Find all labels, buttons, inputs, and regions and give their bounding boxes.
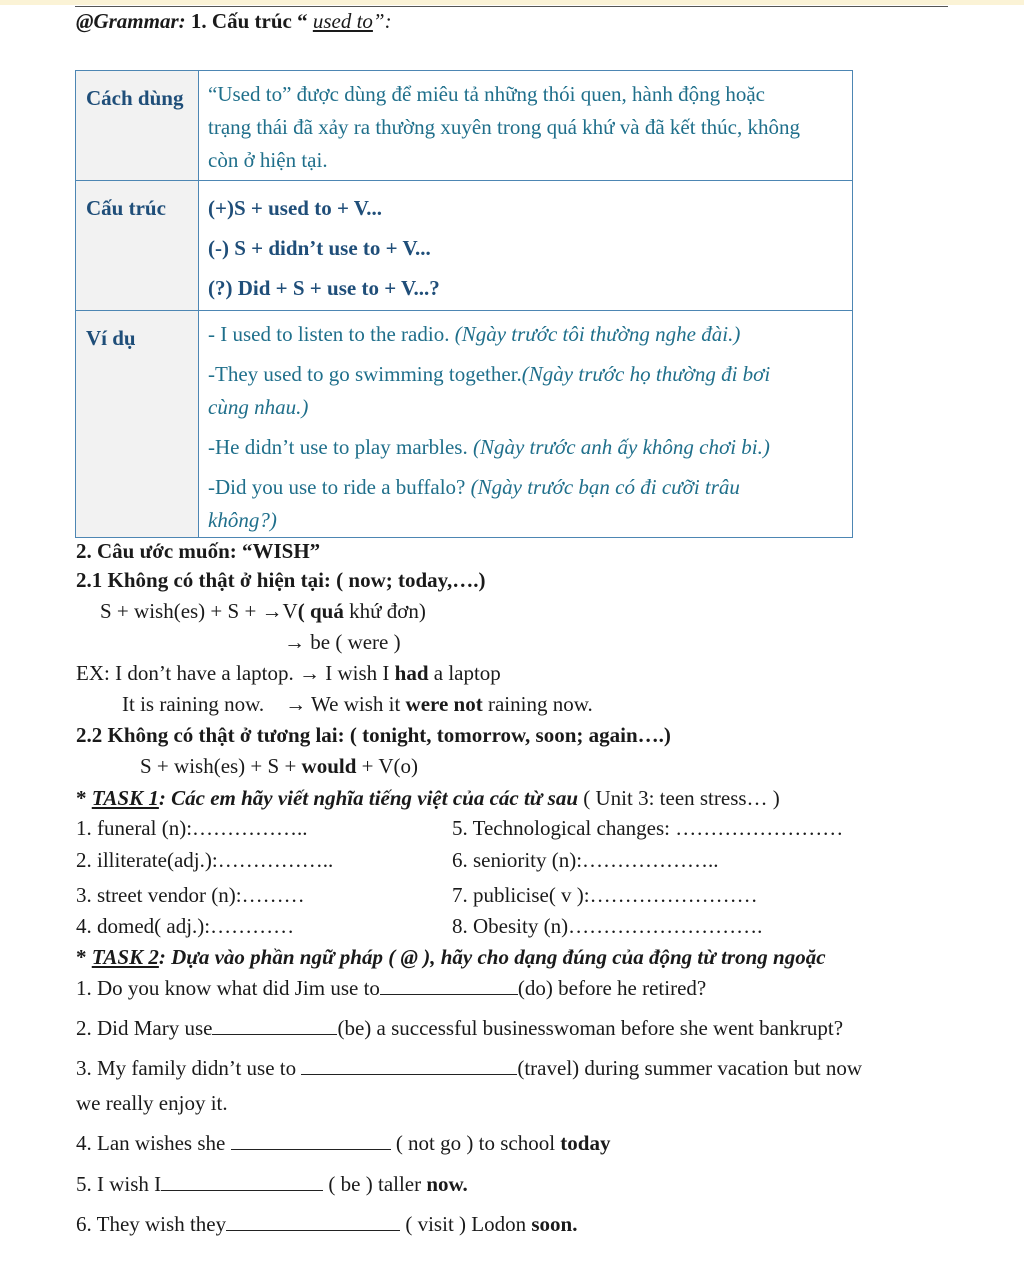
ex-part: were not bbox=[405, 692, 483, 716]
question-text: ( be ) taller bbox=[323, 1172, 427, 1196]
example-vi: (Ngày trước anh ấy không chơi bi.) bbox=[472, 435, 770, 459]
question-text: (do) before he retired? bbox=[517, 976, 707, 1000]
question-5 bbox=[76, 1171, 468, 1197]
question-text: ( not go ) to school bbox=[390, 1131, 561, 1155]
question-1 bbox=[76, 975, 706, 1001]
vocab-item: 5. Technological changes: …………………… bbox=[452, 816, 844, 840]
structure-content bbox=[199, 181, 853, 311]
example-vi: cùng nhau.) bbox=[208, 395, 309, 419]
question-text: 3. My family didn’t use to bbox=[76, 1056, 302, 1080]
answer-blank[interactable] bbox=[161, 1172, 323, 1191]
task-star: * bbox=[76, 786, 92, 810]
question-4 bbox=[76, 1130, 610, 1156]
ex-part: a laptop bbox=[428, 661, 501, 685]
section-2-2-title: 2.2 Không có thật ở tương lai: ( tonight, tomorrow, soon; again….) bbox=[76, 723, 671, 747]
formula-part: ( quá bbox=[297, 599, 350, 623]
usage-row bbox=[76, 71, 853, 181]
task2-heading bbox=[76, 944, 826, 970]
heading-text: 1. Cấu trúc “ bbox=[185, 9, 313, 33]
example-2 bbox=[122, 691, 593, 717]
structure-line: (?) Did + S + use to + V...? bbox=[208, 276, 440, 300]
question-3 bbox=[76, 1055, 862, 1081]
vocab-item: 7. publicise( v ):…………………… bbox=[452, 883, 758, 907]
section-2-1-title: 2.1 Không có thật ở hiện tại: ( now; today,….) bbox=[76, 568, 486, 592]
answer-blank[interactable] bbox=[231, 1131, 391, 1150]
structure-line: (+)S + used to + V... bbox=[208, 196, 382, 220]
example-content bbox=[199, 311, 853, 538]
question-6 bbox=[76, 1211, 577, 1237]
grammar-tag: @Grammar: bbox=[76, 9, 186, 33]
ex-part: had bbox=[394, 661, 429, 685]
vocab-item: 1. funeral (n):…………….. bbox=[76, 816, 308, 840]
vocab-item: 8. Obesity (n)………………………. bbox=[452, 914, 763, 938]
example-label: Ví dụ bbox=[76, 311, 199, 538]
grammar-table bbox=[75, 70, 853, 538]
question-text: 5. I wish I bbox=[76, 1172, 162, 1196]
question-2 bbox=[76, 1015, 843, 1041]
example-vi: (Ngày trước tôi thường nghe đài.) bbox=[454, 322, 741, 346]
structure-row bbox=[76, 181, 853, 311]
top-highlight-bar bbox=[0, 0, 1024, 5]
example-row bbox=[76, 311, 853, 538]
example-vi: không?) bbox=[208, 508, 277, 532]
question-text: 4. Lan wishes she bbox=[76, 1131, 231, 1155]
structure-label: Cấu trúc bbox=[76, 181, 199, 311]
question-text: ( visit ) Lodon bbox=[400, 1212, 532, 1236]
example-1 bbox=[76, 660, 501, 686]
usage-line: trạng thái đã xảy ra thường xuyên trong quá khứ và đã kết thúc, không bbox=[208, 115, 800, 139]
vocab-item: 6. seniority (n):……………….. bbox=[452, 848, 719, 872]
heading-suffix: ”: bbox=[372, 9, 392, 33]
answer-blank[interactable] bbox=[301, 1056, 517, 1075]
answer-blank[interactable] bbox=[380, 976, 518, 995]
example-line bbox=[208, 318, 846, 351]
wish-title: 2. Câu ước muốn: “WISH” bbox=[76, 539, 321, 563]
formula-part: S + wish(es) + S + bbox=[140, 754, 302, 778]
question-text: 1. Do you know what did Jim use to bbox=[76, 976, 380, 1000]
vocab-item: 4. domed( adj.):………… bbox=[76, 914, 295, 938]
example-line bbox=[208, 391, 846, 424]
example-line bbox=[208, 358, 846, 391]
question-keyword: now. bbox=[426, 1172, 468, 1196]
formula-part: khứ đơn) bbox=[349, 599, 426, 623]
task1-instruction: : Các em hãy viết nghĩa tiếng việt của các từ sau bbox=[158, 786, 578, 810]
task1-note: ( Unit 3: teen stress… ) bbox=[578, 786, 780, 810]
top-rule bbox=[75, 6, 948, 7]
formula-part: S + wish(es) + S + →V bbox=[100, 599, 298, 623]
formula-part: + V(o) bbox=[356, 754, 419, 778]
example-line bbox=[208, 431, 846, 464]
example-en: - I used to listen to the radio. bbox=[208, 322, 455, 346]
vocab-item: 2. illiterate(adj.):…………….. bbox=[76, 848, 334, 872]
vocab-item: 3. street vendor (n):……… bbox=[76, 883, 305, 907]
question-text: 2. Did Mary use bbox=[76, 1016, 213, 1040]
usage-line: còn ở hiện tại. bbox=[208, 148, 328, 172]
example-vi: (Ngày trước họ thường đi bơi bbox=[521, 362, 771, 386]
example-en: -He didn’t use to play marbles. bbox=[208, 435, 473, 459]
usage-label: Cách dùng bbox=[76, 71, 199, 181]
grammar-heading bbox=[76, 8, 392, 34]
task2-label: TASK 2 bbox=[91, 945, 159, 969]
example-line bbox=[208, 504, 846, 537]
answer-blank[interactable] bbox=[226, 1212, 400, 1231]
answer-blank[interactable] bbox=[212, 1016, 337, 1035]
ex-part: raining now. bbox=[482, 692, 593, 716]
question-text: (be) a successful businesswoman before she went bankrupt? bbox=[337, 1016, 844, 1040]
task1-heading bbox=[76, 785, 780, 811]
question-keyword: soon. bbox=[531, 1212, 578, 1236]
task1-label: TASK 1 bbox=[91, 786, 159, 810]
question-keyword: today bbox=[560, 1131, 611, 1155]
usage-line: “Used to” được dùng để miêu tả những thói quen, hành động hoặc bbox=[208, 82, 765, 106]
ex-part: EX: I don’t have a laptop. → I wish I bbox=[76, 661, 395, 685]
ex-part: It is raining now. → We wish it bbox=[122, 692, 406, 716]
example-en: -Did you use to ride a buffalo? bbox=[208, 475, 471, 499]
formula-part: would bbox=[301, 754, 357, 778]
example-en: -They used to go swimming together. bbox=[208, 362, 522, 386]
question-3-continued: we really enjoy it. bbox=[76, 1091, 228, 1115]
usage-content bbox=[199, 71, 853, 181]
example-line bbox=[208, 471, 846, 504]
task2-instruction: : Dựa vào phần ngữ pháp ( @ ), hãy cho dạng đúng của động từ trong ngoặc bbox=[158, 945, 826, 969]
formula-be: → be ( were ) bbox=[284, 630, 401, 654]
structure-line: (-) S + didn’t use to + V... bbox=[208, 236, 431, 260]
task-star: * bbox=[76, 945, 92, 969]
section-2-2-formula bbox=[140, 753, 418, 779]
heading-used-to: used to bbox=[312, 9, 373, 33]
question-text: (travel) during summer vacation but now bbox=[517, 1056, 863, 1080]
section-2-1-formula bbox=[100, 598, 426, 624]
example-vi: (Ngày trước bạn có đi cưỡi trâu bbox=[470, 475, 740, 499]
question-text: 6. They wish they bbox=[76, 1212, 227, 1236]
